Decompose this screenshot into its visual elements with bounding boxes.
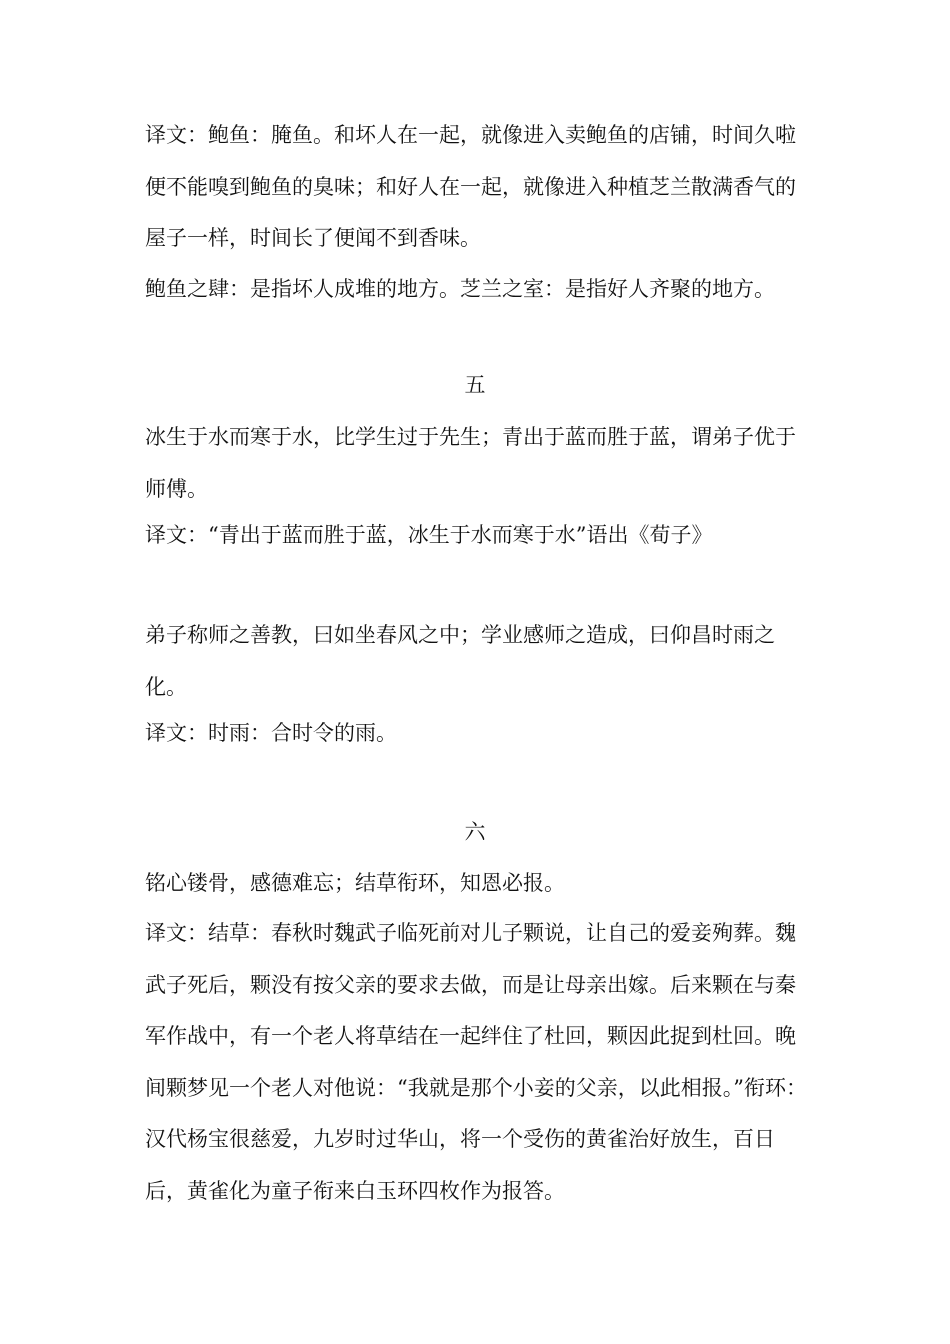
paragraph-mingxin-lougu: 铭心镂骨，感德难忘；结草衔环，知恩必报。: [145, 871, 565, 895]
paragraph-bing-sheng-yu-shui: 冰生于水而寒于水，比学生过于先生；青出于蓝而胜于蓝，谓弟子优于师傅。: [145, 425, 796, 501]
paragraph-translation-jiecao: 译文：结草：春秋时魏武子临死前对儿子颗说，让自己的爱妾殉葬。魏武子死后，颗没有按父亲的要求去做，而是让母亲出嫁。后来颗在与秦军作战中，有一个老人将草结在一起绊住了杜回，颗因此捉到杜回。晚间颗梦见一个老人对他说：“我就是那个小妾的父亲，以此相报。”衔环：汉代杨宝很慈爱，九岁时过华山，将一个受伤的黄雀治好放生，百日后，黄雀化为童子衔来白玉环四枚作为报答。: [145, 921, 807, 1203]
section-heading-five: 五: [464, 373, 486, 397]
paragraph-chunfeng: 弟子称师之善教，曰如坐春风之中；学业感师之造成，曰仰昌时雨之化。: [145, 623, 775, 699]
paragraph-baoyu-zhisi: 鲍鱼之肆：是指坏人成堆的地方。芝兰之室：是指好人齐聚的地方。: [145, 277, 775, 301]
section-heading-six: 六: [464, 820, 486, 844]
paragraph-translation-shiyu: 译文：时雨：合时令的雨。: [145, 721, 397, 745]
paragraph-translation-xunzi: 译文：“青出于蓝而胜于蓝，冰生于水而寒于水”语出《荀子》: [145, 523, 713, 547]
paragraph-translation-baoyu: 译文：鲍鱼：腌鱼。和坏人在一起，就像进入卖鲍鱼的店铺，时间久啦便不能嗅到鲍鱼的臭味；和好人在一起，就像进入种植芝兰散满香气的屋子一样，时间长了便闻不到香味。: [145, 123, 796, 250]
